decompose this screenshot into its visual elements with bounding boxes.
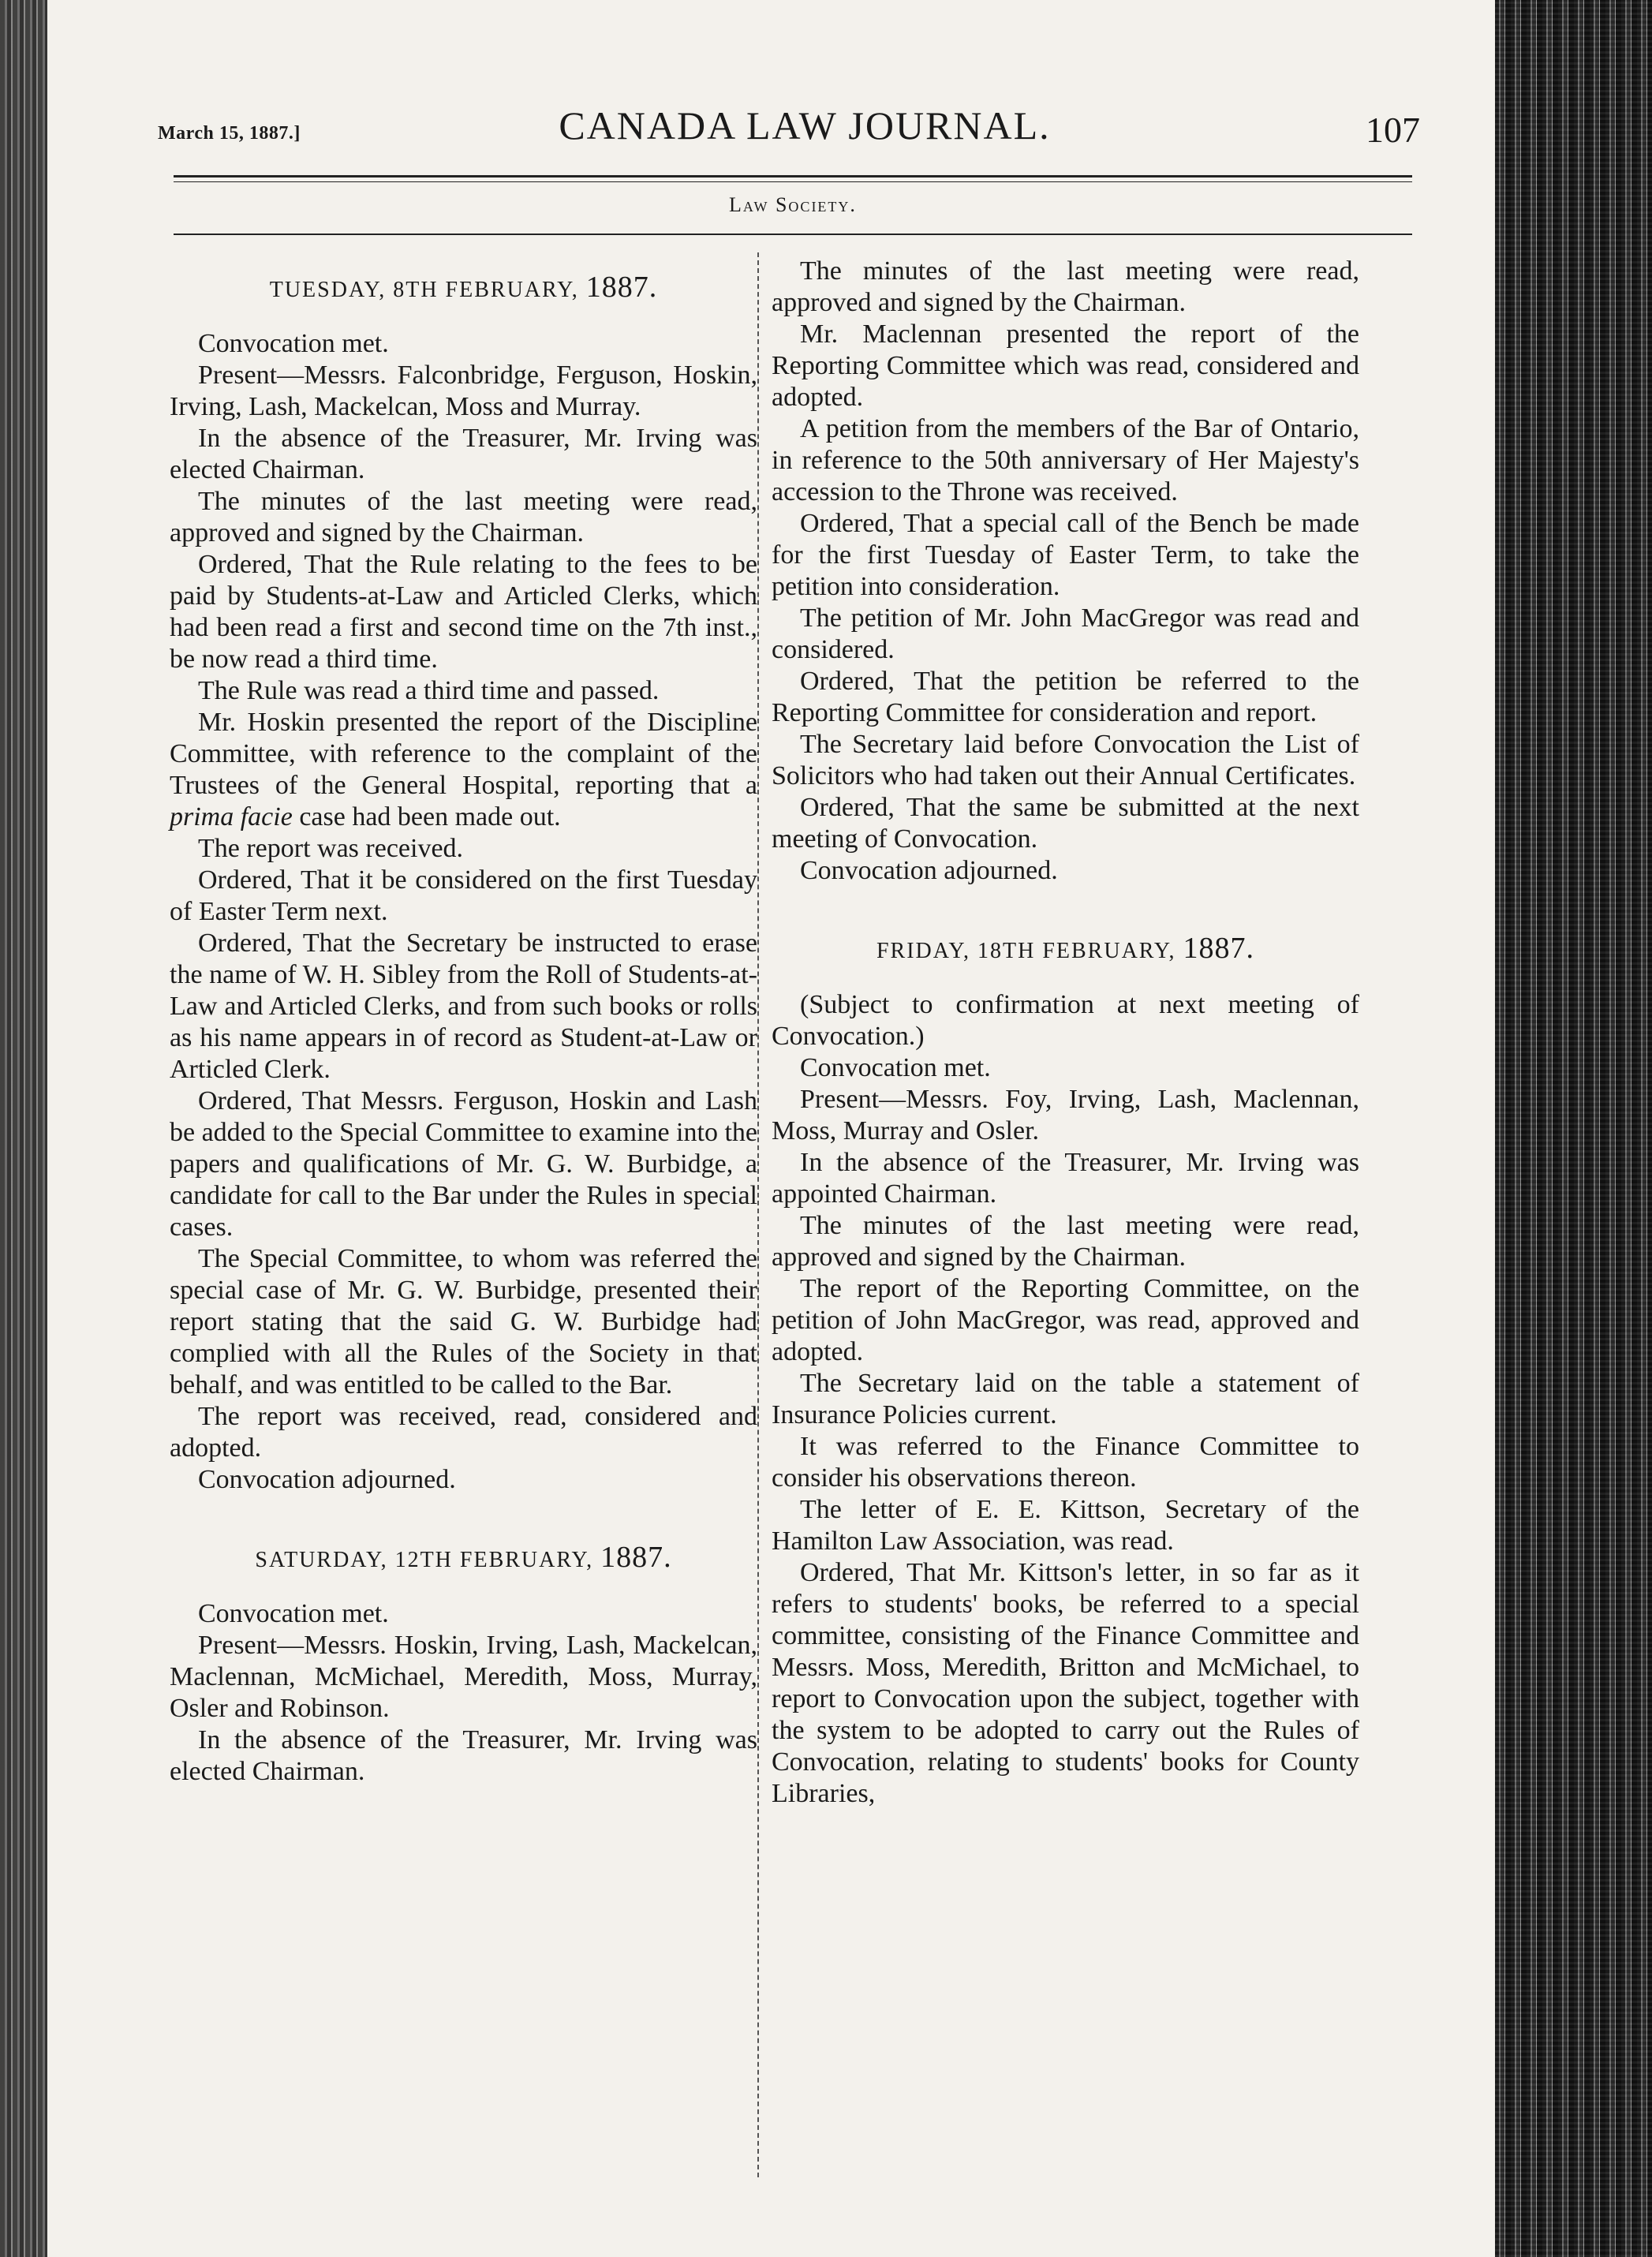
meeting-date-heading: TUESDAY, 8TH FEBRUARY, 1887. <box>269 271 658 304</box>
minutes-paragraph: Ordered, That the same be submitted at the next meeting of Convocation. <box>772 793 1359 854</box>
minutes-paragraph: It was referred to the Finance Committee to consider his observations thereon. <box>772 1432 1359 1493</box>
minutes-paragraph: Convocation adjourned. <box>198 1465 456 1494</box>
minutes-paragraph: Ordered, That Mr. Kittson's letter, in so far as it refers to students' books, be referred to a special committee, consisting of the Finance Committee and Messrs. Moss, Meredith, Britton and McMichael, to report to Convocation upon the subject, together with the system to be adopted to carry out the Rules of Convocation, relating to students' books for County Libraries, <box>772 1558 1359 1808</box>
header-rule-thick <box>174 175 1412 177</box>
minutes-paragraph: In the absence of the Treasurer, Mr. Irving was appointed Chairman. <box>772 1148 1359 1209</box>
column-divider <box>757 252 759 2177</box>
left-column <box>170 252 757 1788</box>
header-rule-thin <box>174 181 1412 182</box>
minutes-paragraph: Ordered, That the petition be referred to the Reporting Committee for consideration and report. <box>772 667 1359 727</box>
running-head <box>158 103 1420 166</box>
minutes-paragraph: Ordered, That the Rule relating to the fees to be paid by Students-at-Law and Articled Clerks, which had been read a first and second time on the 7th inst., be now read a third time. <box>170 550 757 674</box>
meeting-date-heading: FRIDAY, 18TH FEBRUARY, 1887. <box>876 932 1255 965</box>
minutes-paragraph: The report was received. <box>198 834 464 863</box>
minutes-paragraph: Convocation met. <box>800 1053 991 1082</box>
minutes-paragraph: The petition of Mr. John MacGregor was read and considered. <box>772 603 1359 664</box>
minutes-paragraph: In the absence of the Treasurer, Mr. Irving was elected Chairman. <box>170 424 757 484</box>
minutes-paragraph: The letter of E. E. Kittson, Secretary of the Hamilton Law Association, was read. <box>772 1495 1359 1556</box>
minutes-paragraph: The Special Committee, to whom was referred the special case of Mr. G. W. Burbidge, presented their report stating that the said G. W. Burbidge had complied with all the Rules of the Society in that behalf, and was entitled to be called to the Bar. <box>170 1244 757 1399</box>
minutes-paragraph: The minutes of the last meeting were read, approved and signed by the Chairman. <box>170 487 757 547</box>
minutes-paragraph: Convocation adjourned. <box>800 856 1058 885</box>
right-column <box>772 252 1359 1810</box>
minutes-paragraph: (Subject to confirmation at next meeting of Convocation.) <box>772 990 1359 1051</box>
scan-edge-right <box>1495 0 1652 2257</box>
minutes-paragraph: Convocation met. <box>198 329 389 358</box>
issue-date: March 15, 1887.] <box>158 123 301 144</box>
minutes-paragraph: Mr. Maclennan presented the report of the Reporting Committee which was read, considered and adopted. <box>772 319 1359 412</box>
section-title: Law Society. <box>729 193 857 216</box>
minutes-paragraph: The minutes of the last meeting were read, approved and signed by the Chairman. <box>772 256 1359 317</box>
minutes-paragraph: Present—Messrs. Falconbridge, Ferguson, Hoskin, Irving, Lash, Mackelcan, Moss and Murray. <box>170 361 757 421</box>
minutes-paragraph: In the absence of the Treasurer, Mr. Irving was elected Chairman. <box>170 1725 757 1786</box>
minutes-paragraph: The report of the Reporting Committee, on the petition of John MacGregor, was read, approved and adopted. <box>772 1274 1359 1366</box>
scan-edge-left <box>0 0 47 2257</box>
minutes-paragraph: The minutes of the last meeting were read, approved and signed by the Chairman. <box>772 1211 1359 1272</box>
meeting-date-heading: SATURDAY, 12TH FEBRUARY, 1887. <box>255 1541 672 1574</box>
page-number: 107 <box>1366 110 1420 150</box>
minutes-paragraph: Present—Messrs. Hoskin, Irving, Lash, Mackelcan, Maclennan, McMichael, Meredith, Moss, Murray, Osler and Robinson. <box>170 1631 757 1723</box>
minutes-paragraph: Convocation met. <box>198 1599 389 1628</box>
italic-phrase: prima facie <box>170 802 293 831</box>
minutes-paragraph: Ordered, That it be considered on the first Tuesday of Easter Term next. <box>170 865 757 926</box>
minutes-paragraph: Ordered, That the Secretary be instructed to erase the name of W. H. Sibley from the Roll of Students-at-Law and Articled Clerks, and from such books or rolls as his name appears in of record as Student-at-Law or Articled Clerk. <box>170 929 757 1084</box>
minutes-paragraph: Present—Messrs. Foy, Irving, Lash, Maclennan, Moss, Murray and Osler. <box>772 1085 1359 1145</box>
minutes-paragraph: The Secretary laid before Convocation the List of Solicitors who had taken out their Annual Certificates. <box>772 730 1359 790</box>
minutes-paragraph: The report was received, read, considered and adopted. <box>170 1402 757 1463</box>
minutes-paragraph: The Secretary laid on the table a statement of Insurance Policies current. <box>772 1369 1359 1429</box>
minutes-paragraph: Ordered, That Messrs. Ferguson, Hoskin and Lash be added to the Special Committee to examine into the papers and qualifications of Mr. G. W. Burbidge, a candidate for call to the Bar under the Rules in special cases. <box>170 1086 757 1242</box>
journal-page <box>47 0 1495 2257</box>
minutes-paragraph: The Rule was read a third time and passed. <box>198 676 660 705</box>
minutes-paragraph: Mr. Hoskin presented the report of the Discipline Committee, with reference to the complaint of the Trustees of the General Hospital, reporting that a prima facie case had been made out. <box>170 708 757 831</box>
section-rule <box>174 234 1412 235</box>
minutes-paragraph: Ordered, That a special call of the Bench be made for the first Tuesday of Easter Term, to take the petition into consideration. <box>772 509 1359 601</box>
journal-title: CANADA LAW JOURNAL. <box>559 103 1051 148</box>
minutes-paragraph: A petition from the members of the Bar of Ontario, in reference to the 50th anniversary of Her Majesty's accession to the Throne was received. <box>772 414 1359 506</box>
